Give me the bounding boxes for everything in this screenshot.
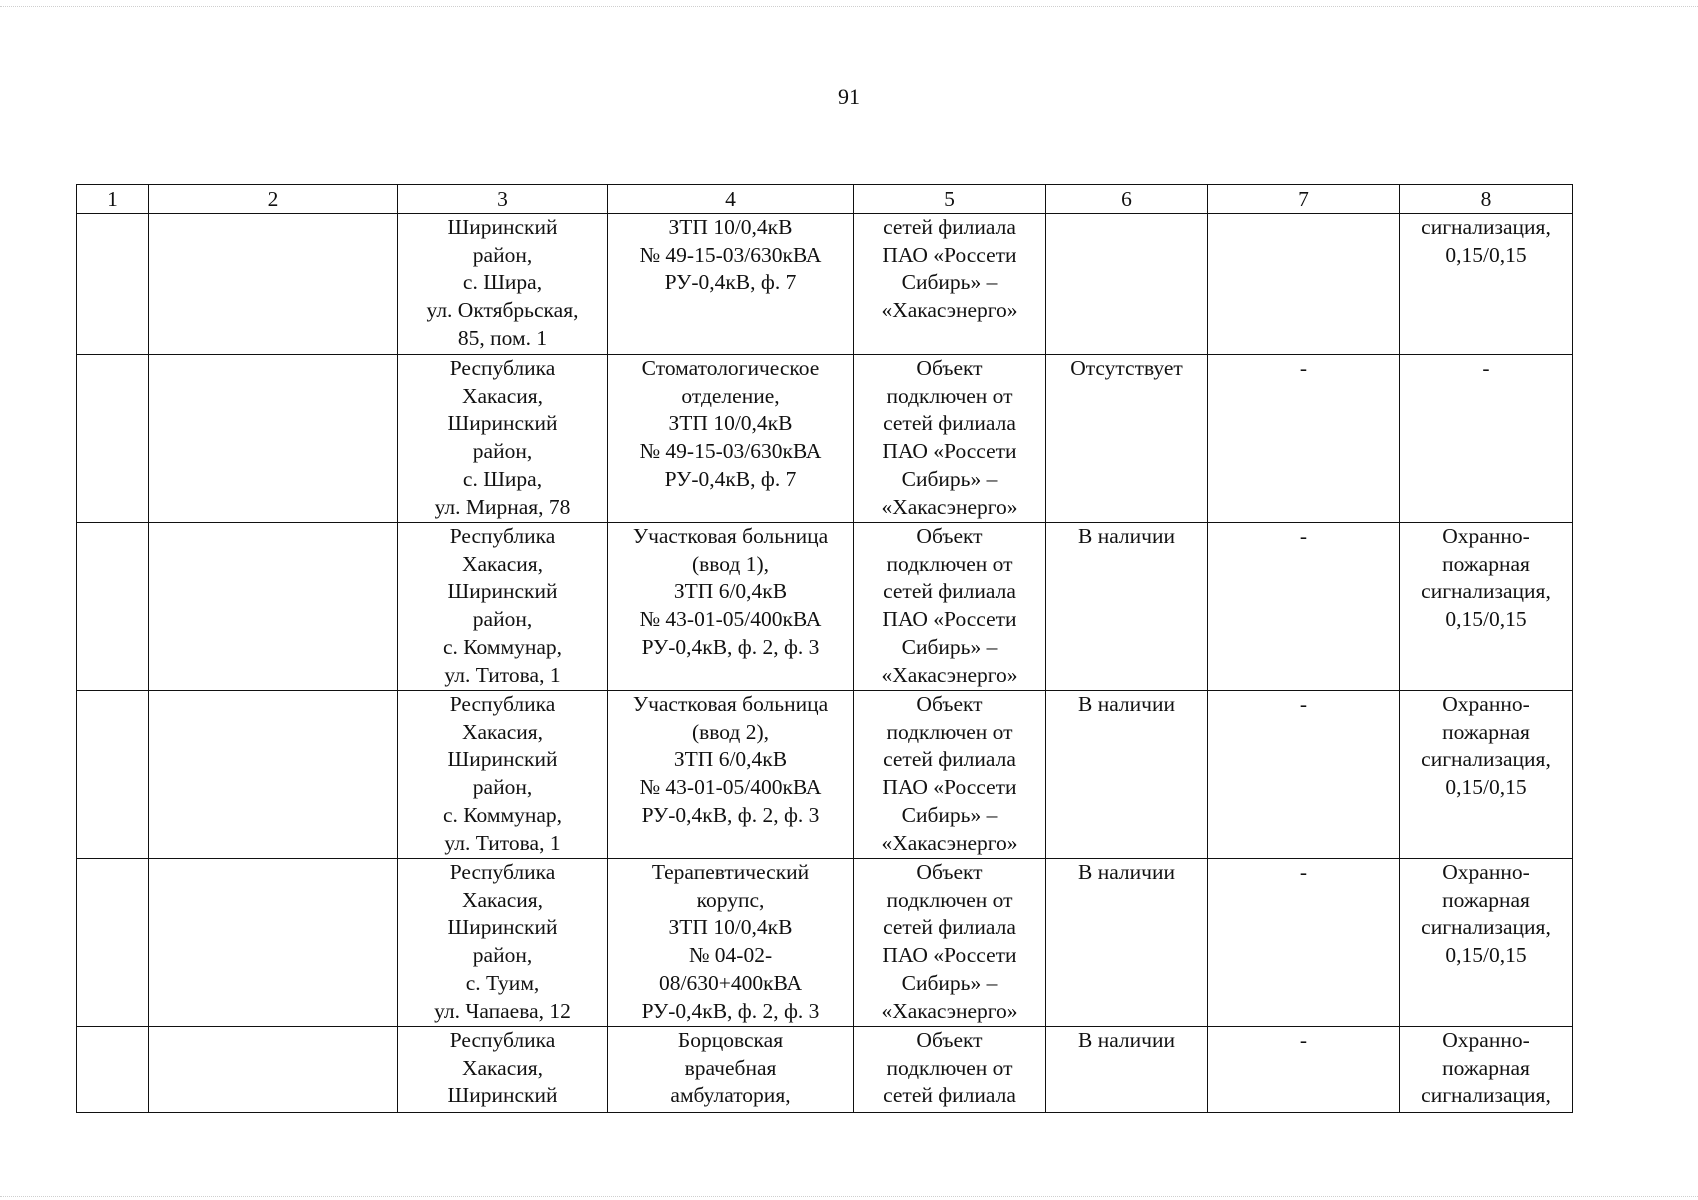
- cell-col7: -: [1208, 523, 1400, 691]
- cell-availability: В наличии: [1046, 859, 1208, 1027]
- scan-artifact-top: [0, 6, 1698, 8]
- scan-artifact-bottom: [0, 1196, 1698, 1198]
- cell-alarm: -: [1400, 355, 1573, 523]
- cell-address: Ширинский район, с. Шира, ул. Октябрьская, 85, пом. 1: [398, 214, 608, 355]
- cell-col7: [1208, 214, 1400, 355]
- cell-address: Республика Хакасия, Ширинский район, с. Коммунар, ул. Титова, 1: [398, 691, 608, 859]
- page-number: 91: [838, 84, 860, 109]
- cell-number: [77, 523, 149, 691]
- table-header-row: [77, 185, 1573, 214]
- cell-connection: Объект подключен от сетей филиала: [854, 1027, 1046, 1113]
- cell-connection: Объект подключен от сетей филиала ПАО «Россети Сибирь» – «Хакасэнерго»: [854, 523, 1046, 691]
- table-row: [77, 355, 1573, 523]
- column-number-6: 6: [1046, 185, 1208, 214]
- cell-col7: -: [1208, 1027, 1400, 1113]
- cell-number: [77, 355, 149, 523]
- cell-facility: ЗТП 10/0,4кВ № 49-15-03/630кВА РУ-0,4кВ, ф. 7: [608, 214, 854, 355]
- cell-availability: [1046, 214, 1208, 355]
- cell-col7: -: [1208, 355, 1400, 523]
- cell-connection: сетей филиала ПАО «Россети Сибирь» – «Хакасэнерго»: [854, 214, 1046, 355]
- cell-availability: В наличии: [1046, 1027, 1208, 1113]
- cell-alarm: Охранно- пожарная сигнализация, 0,15/0,15: [1400, 691, 1573, 859]
- column-number-7: 7: [1208, 185, 1400, 214]
- table-row: [77, 214, 1573, 355]
- cell-address: Республика Хакасия, Ширинский: [398, 1027, 608, 1113]
- cell-address: Республика Хакасия, Ширинский район, с. Коммунар, ул. Титова, 1: [398, 523, 608, 691]
- cell-connection: Объект подключен от сетей филиала ПАО «Россети Сибирь» – «Хакасэнерго»: [854, 859, 1046, 1027]
- cell-availability: Отсутствует: [1046, 355, 1208, 523]
- cell-facility: Участковая больница (ввод 2), ЗТП 6/0,4кВ № 43-01-05/400кВА РУ-0,4кВ, ф. 2, ф. 3: [608, 691, 854, 859]
- data-table: [76, 184, 1573, 1113]
- cell-number: [77, 214, 149, 355]
- column-number-8: 8: [1400, 185, 1573, 214]
- cell-alarm: Охранно- пожарная сигнализация,: [1400, 1027, 1573, 1113]
- column-number-5: 5: [854, 185, 1046, 214]
- cell-col7: -: [1208, 859, 1400, 1027]
- cell-alarm: Охранно- пожарная сигнализация, 0,15/0,15: [1400, 859, 1573, 1027]
- cell-col7: -: [1208, 691, 1400, 859]
- cell-organization: [149, 523, 398, 691]
- cell-organization: [149, 1027, 398, 1113]
- column-number-3: 3: [398, 185, 608, 214]
- cell-organization: [149, 355, 398, 523]
- cell-availability: В наличии: [1046, 523, 1208, 691]
- table-row: [77, 523, 1573, 691]
- cell-facility: Стоматологическое отделение, ЗТП 10/0,4кВ № 49-15-03/630кВА РУ-0,4кВ, ф. 7: [608, 355, 854, 523]
- column-number-4: 4: [608, 185, 854, 214]
- cell-facility: Участковая больница (ввод 1), ЗТП 6/0,4кВ № 43-01-05/400кВА РУ-0,4кВ, ф. 2, ф. 3: [608, 523, 854, 691]
- column-number-1: 1: [77, 185, 149, 214]
- cell-number: [77, 1027, 149, 1113]
- cell-alarm: Охранно- пожарная сигнализация, 0,15/0,15: [1400, 523, 1573, 691]
- cell-organization: [149, 691, 398, 859]
- cell-organization: [149, 859, 398, 1027]
- column-number-2: 2: [149, 185, 398, 214]
- table-row: [77, 1027, 1573, 1113]
- cell-availability: В наличии: [1046, 691, 1208, 859]
- cell-organization: [149, 214, 398, 355]
- cell-connection: Объект подключен от сетей филиала ПАО «Россети Сибирь» – «Хакасэнерго»: [854, 691, 1046, 859]
- cell-alarm: сигнализация, 0,15/0,15: [1400, 214, 1573, 355]
- table-row: [77, 691, 1573, 859]
- cell-facility: Борцовская врачебная амбулатория,: [608, 1027, 854, 1113]
- cell-address: Республика Хакасия, Ширинский район, с. Туим, ул. Чапаева, 12: [398, 859, 608, 1027]
- cell-number: [77, 691, 149, 859]
- table-row: [77, 859, 1573, 1027]
- cell-connection: Объект подключен от сетей филиала ПАО «Россети Сибирь» – «Хакасэнерго»: [854, 355, 1046, 523]
- cell-number: [77, 859, 149, 1027]
- cell-facility: Терапевтический корупс, ЗТП 10/0,4кВ № 04-02- 08/630+400кВА РУ-0,4кВ, ф. 2, ф. 3: [608, 859, 854, 1027]
- cell-address: Республика Хакасия, Ширинский район, с. Шира, ул. Мирная, 78: [398, 355, 608, 523]
